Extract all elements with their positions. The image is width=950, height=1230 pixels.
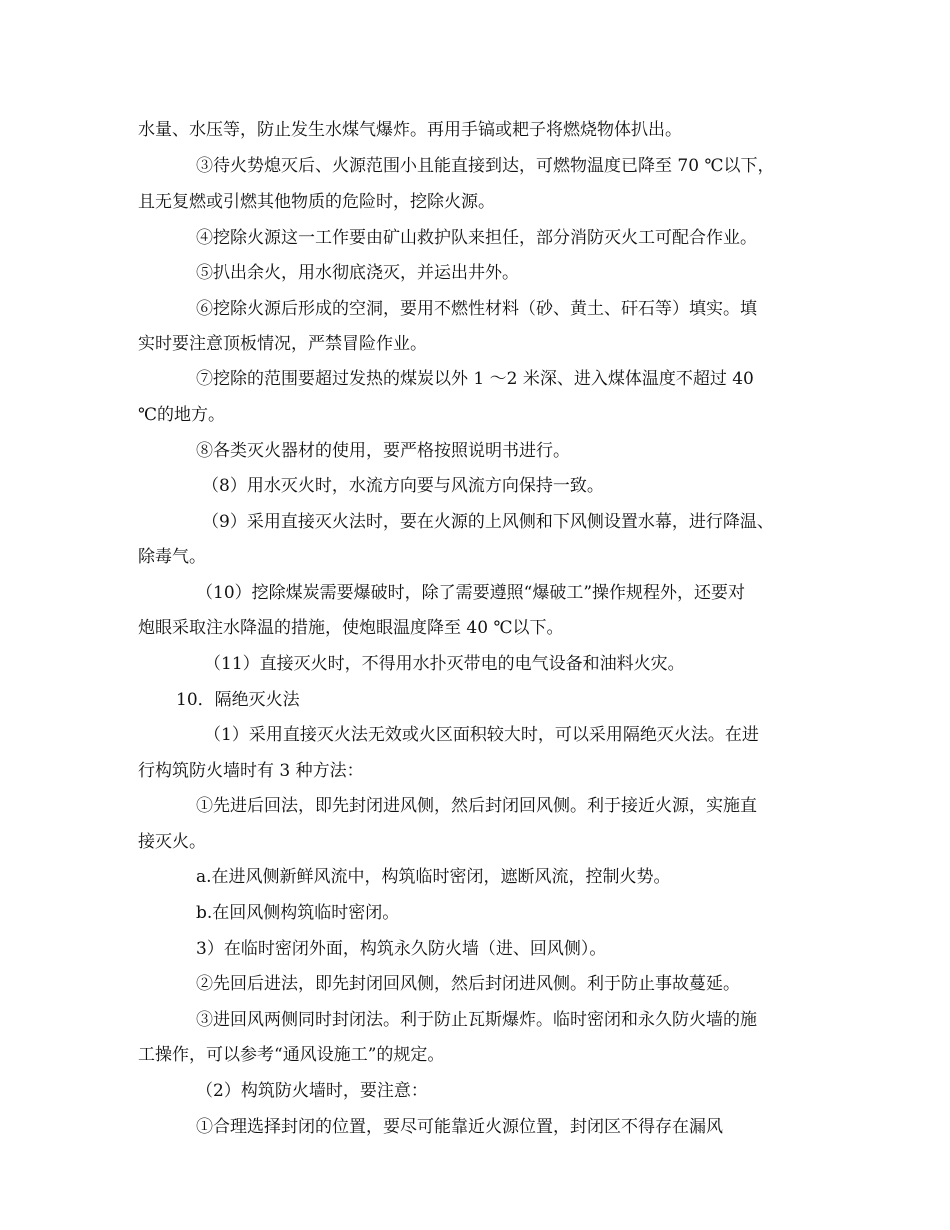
text-line: 行构筑防火墙时有 3 种方法： [138, 761, 364, 781]
text-line: 且无复燃或引燃其他物质的危险时，挖除火源。 [138, 192, 495, 212]
text-line: 水量、水压等，防止发生水煤气爆炸。再用手镐或耙子将燃烧物体扒出。 [138, 120, 682, 140]
text-line: （10）挖除煤炭需要爆破时，除了需要遵照“爆破工”操作规程外，还要对 [196, 583, 746, 603]
section-heading: 10．隔绝灭火法 [176, 690, 300, 710]
text-line: ③待火势熄灭后、火源范围小且能直接到达，可燃物温度已降至 70 ℃以下， [196, 156, 775, 176]
text-line: （8）用水灭火时，水流方向要与风流方向保持一致。 [202, 476, 604, 496]
text-line: a.在进风侧新鲜风流中，构筑临时密闭，遮断风流，控制火势。 [196, 867, 671, 887]
text-line: （9）采用直接灭火法时，要在火源的上风侧和下风侧设置水幕，进行降温、 [202, 512, 774, 532]
text-line: （2）构筑防火墙时，要注意： [196, 1081, 428, 1101]
text-line: ℃的地方。 [138, 405, 226, 425]
text-line: ④挖除火源这一工作要由矿山救护队来担任，部分消防灭火工可配合作业。 [196, 228, 757, 248]
text-line: ⑧各类灭火器材的使用，要严格按照说明书进行。 [196, 441, 570, 461]
text-line: ①合理选择封闭的位置，要尽可能靠近火源位置，封闭区不得存在漏风 [196, 1117, 723, 1137]
text-line: 接灭火。 [138, 832, 206, 852]
text-line: ①先进后回法，即先封闭进风侧，然后封闭回风侧。利于接近火源，实施直 [196, 796, 757, 816]
text-line: （1）采用直接灭火法无效或火区面积较大时，可以采用隔绝灭火法。在进 [204, 725, 759, 745]
text-line: 除毒气。 [138, 547, 206, 567]
text-line: b.在回风侧构筑临时密闭。 [196, 903, 400, 923]
text-line: 炮眼采取注水降温的措施，使炮眼温度降至 40 ℃以下。 [138, 618, 564, 638]
text-line: 实时要注意顶板情况，严禁冒险作业。 [138, 334, 427, 354]
text-line: 3）在临时密闭外面，构筑永久防火墙（进、回风侧）。 [196, 939, 607, 959]
text-line: ③进回风两侧同时封闭法。利于防止瓦斯爆炸。临时密闭和永久防火墙的施 [196, 1010, 757, 1030]
text-line: 工操作，可以参考“通风设施工”的规定。 [138, 1045, 445, 1065]
text-line: ⑤扒出余火，用水彻底浇灭，并运出井外。 [196, 263, 519, 283]
text-line: ②先回后进法，即先封闭回风侧，然后封闭进风侧。利于防止事故蔓延。 [196, 974, 740, 994]
text-line: ⑥挖除火源后形成的空洞，要用不燃性材料（砂、黄土、矸石等）填实。填 [196, 299, 757, 319]
text-line: （11）直接灭火时，不得用水扑灭带电的电气设备和油料火灾。 [204, 654, 685, 674]
text-line: ⑦挖除的范围要超过发热的煤炭以外 1 ～2 米深、进入煤体温度不超过 40 [196, 369, 754, 389]
